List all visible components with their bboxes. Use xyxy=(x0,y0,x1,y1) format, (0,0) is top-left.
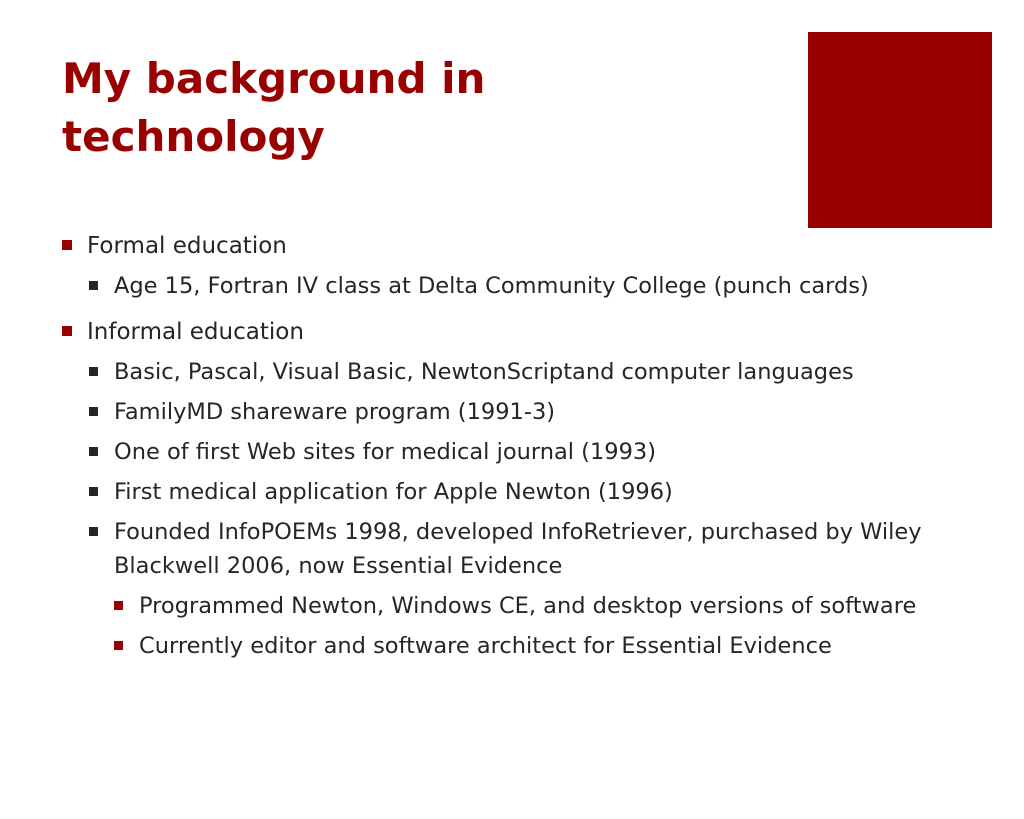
bullet-square-icon xyxy=(114,601,123,610)
bullet-formal-education xyxy=(62,229,997,263)
sub-bullet-familymd xyxy=(62,395,997,429)
bullet-text: Currently editor and software architect for Essential Evidence xyxy=(139,633,832,659)
bullet-label: Formal education xyxy=(87,233,287,259)
bullet-square-icon xyxy=(89,407,98,416)
bullet-label: Informal education xyxy=(87,319,304,345)
sub-bullet-apple-newton xyxy=(62,475,997,509)
bullet-text: Programmed Newton, Windows CE, and desktop versions of software xyxy=(139,593,917,619)
bullet-text: FamilyMD shareware program (1991-3) xyxy=(114,399,556,425)
bullet-text: One of first Web sites for medical journal (1993) xyxy=(114,439,656,465)
slide-title-line-1: My background in xyxy=(62,54,486,103)
bullet-square-icon xyxy=(62,240,72,250)
sub-bullet-web-sites xyxy=(62,435,997,469)
sub-bullet-infopoems xyxy=(62,515,997,583)
sub-sub-bullet-editor xyxy=(62,629,997,663)
sub-bullet-languages xyxy=(62,355,997,389)
bullet-square-icon xyxy=(89,527,98,536)
bullet-text: Age 15, Fortran IV class at Delta Community College (punch cards) xyxy=(114,273,869,299)
bullet-square-icon xyxy=(89,487,98,496)
bullet-square-icon xyxy=(114,641,123,650)
bullet-informal-education xyxy=(62,315,997,349)
sub-bullet-fortran xyxy=(62,269,997,303)
bullet-text: Founded InfoPOEMs 1998, developed InfoRetriever, purchased by Wiley Blackwell 2006, now Essential Evidence xyxy=(114,519,922,579)
bullet-list xyxy=(62,229,997,663)
accent-block xyxy=(808,32,992,228)
slide-title xyxy=(62,50,762,166)
bullet-text: Basic, Pascal, Visual Basic, NewtonScriptand computer languages xyxy=(114,359,854,385)
bullet-square-icon xyxy=(62,326,72,336)
bullet-square-icon xyxy=(89,367,98,376)
sub-sub-bullet-programmed xyxy=(62,589,997,623)
bullet-square-icon xyxy=(89,281,98,290)
slide-title-line-2: technology xyxy=(62,112,325,161)
bullet-square-icon xyxy=(89,447,98,456)
bullet-text: First medical application for Apple Newton (1996) xyxy=(114,479,673,505)
